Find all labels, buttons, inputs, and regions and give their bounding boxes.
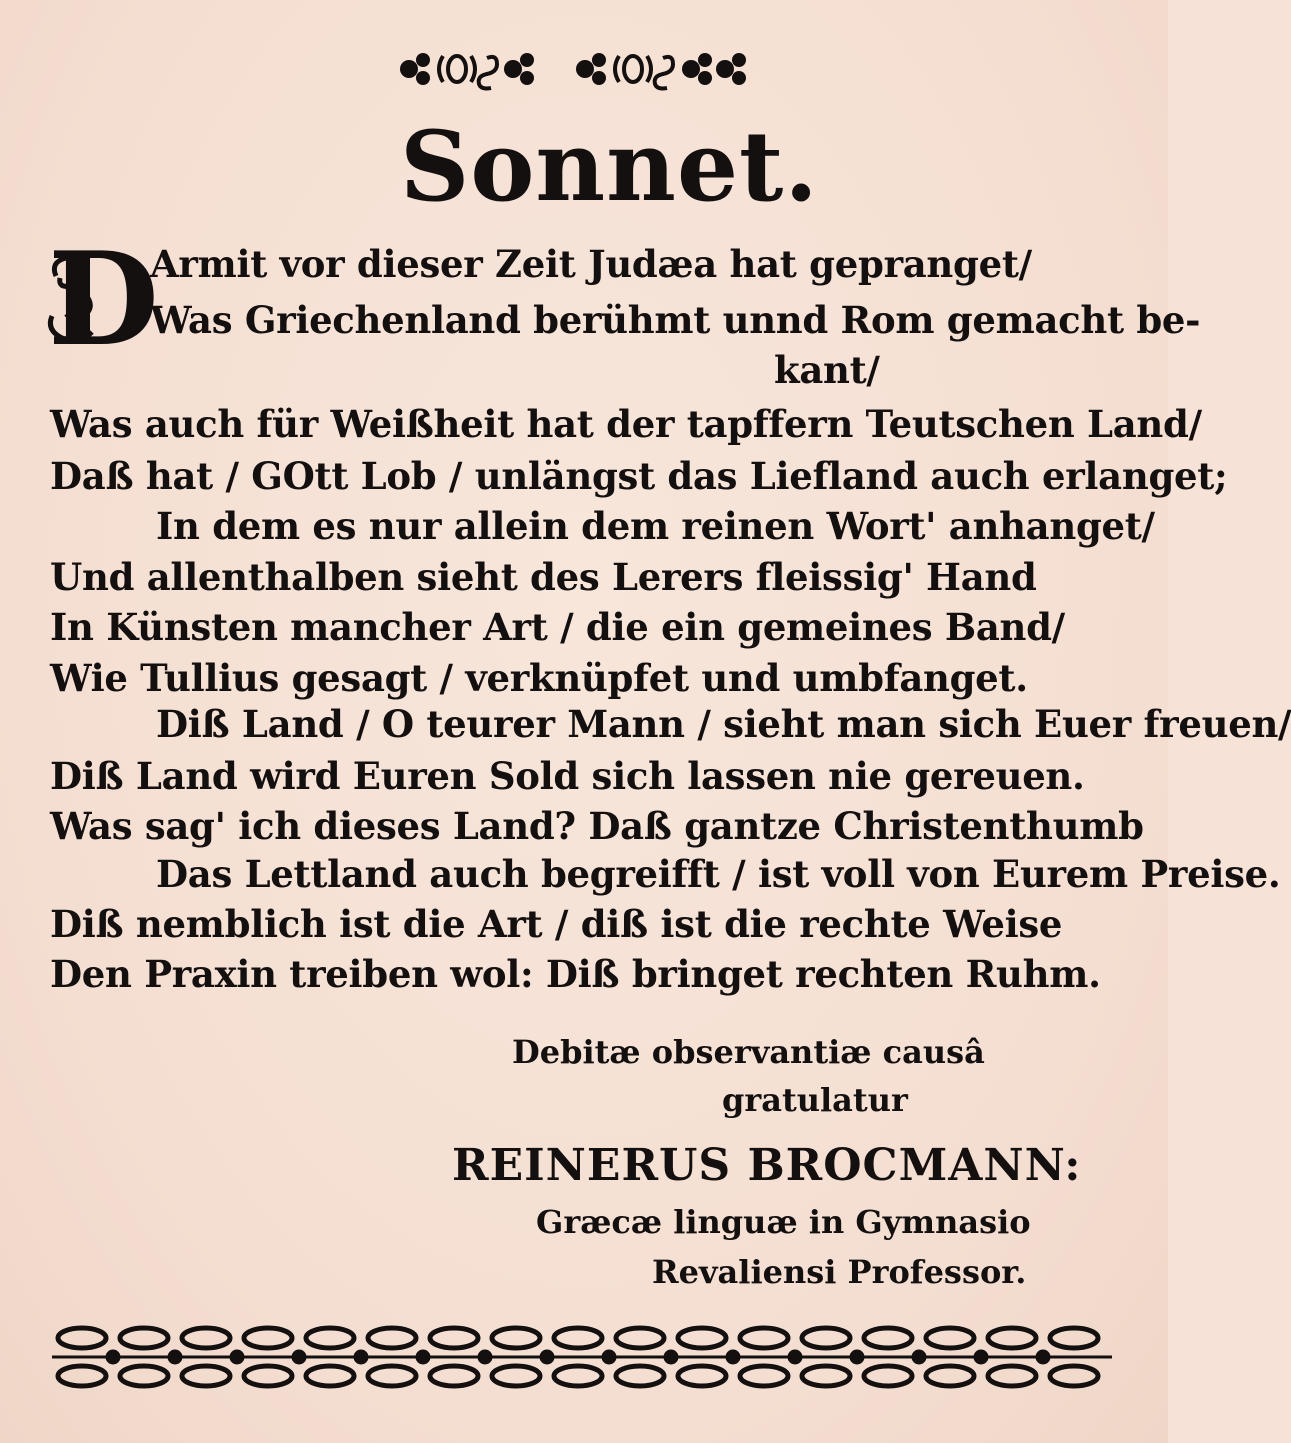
ornament-leaf [400,60,418,78]
border-ring [864,1366,912,1386]
border-ring [120,1366,168,1386]
border-ring [58,1328,106,1348]
signature-gratulatur: gratulatur [722,1081,908,1119]
drop-cap: D [48,225,159,375]
ornament-leaf [592,53,606,67]
border-ring [492,1366,540,1386]
border-ring [864,1328,912,1348]
ornament-scroll [439,56,443,82]
poem-line: Diß Land wird Euren Sold sich lassen nie gereuen. [50,754,1085,798]
border-ring [430,1366,478,1386]
poem-line: Den Praxin treiben wol: Diß bringet rechten Ruhm. [50,952,1101,996]
ornament-leaf [504,60,522,78]
border-ring [244,1328,292,1348]
signature-dedication: Debitæ observantiæ causâ [512,1033,985,1071]
border-ring [58,1366,106,1386]
border-ring [926,1328,974,1348]
border-ring [802,1366,850,1386]
border-ring [368,1328,416,1348]
ornament-ring [448,56,466,82]
bottom-border-ornament [52,1318,1112,1398]
document-title: Sonnet. [400,110,819,223]
border-ring [802,1328,850,1348]
border-ring [306,1366,354,1386]
ornament-leaf [520,71,534,85]
ornament-s [479,57,497,89]
border-ring [988,1366,1036,1386]
ornament-leaf [416,71,430,85]
border-ring [120,1328,168,1348]
top-ornament [395,46,760,92]
ornament-leaf [576,60,594,78]
signature-position: Græcæ linguæ in Gymnasio [536,1203,1031,1241]
poem-line: Daß hat / GOtt Lob / unlängst das Liefland auch erlanget; [50,454,1228,498]
ornament-s [655,57,673,89]
ornament-leaf [732,71,746,85]
poem-line: Und allenthalben sieht des Lerers fleissig' Hand [50,555,1037,599]
border-ring [554,1328,602,1348]
ornament-leaf [682,60,700,78]
border-ring [244,1366,292,1386]
border-ring [554,1366,602,1386]
poem-line: Armit vor dieser Zeit Judæa hat gepranget/ [150,242,1032,286]
border-ring [430,1328,478,1348]
signature-institution: Revaliensi Professor. [652,1253,1027,1291]
ornament-scroll [647,56,651,82]
ornament-leaf [698,71,712,85]
ornament-leaf [716,60,734,78]
border-ring [616,1328,664,1348]
poem-line: Was sag' ich dieses Land? Daß gantze Christenthumb [50,804,1144,848]
poem-line: Diß nemblich ist die Art / diß ist die rechte Weise [50,902,1063,946]
border-ring [1050,1328,1098,1348]
ornament-leaf [520,53,534,67]
border-ring [492,1328,540,1348]
ornament-scroll [471,56,475,82]
poem-line: Diß Land / O teurer Mann / sieht man sich Euer freuen/ [156,702,1291,746]
border-ring [1050,1366,1098,1386]
ornament-ring [624,56,642,82]
poem-line: Wie Tullius gesagt / verknüpfet und umbfanget. [50,656,1028,700]
poem-line: kant/ [774,348,880,392]
border-ring [740,1366,788,1386]
border-ring [182,1328,230,1348]
signature-author-name: REINERUS BROCMANN: [452,1140,1082,1191]
border-ring [182,1366,230,1386]
border-ring [678,1328,726,1348]
poem-line: In dem es nur allein dem reinen Wort' anhanget/ [156,504,1155,548]
ornament-leaf [732,53,746,67]
border-ring [926,1366,974,1386]
ornament-leaf [698,53,712,67]
border-ring [740,1328,788,1348]
poem-line: Was Griechenland berühmt unnd Rom gemacht be- [150,298,1201,342]
border-ring [616,1366,664,1386]
ornament-leaf [592,71,606,85]
poem-line: Was auch für Weißheit hat der tapffern Teutschen Land/ [50,402,1202,446]
ornament-leaf [416,53,430,67]
border-ring [306,1328,354,1348]
border-ring [368,1366,416,1386]
border-ring [988,1328,1036,1348]
poem-line: Das Lettland auch begreifft / ist voll von Eurem Preise. [156,852,1281,896]
border-ring [678,1366,726,1386]
ornament-scroll [615,56,619,82]
poem-line: In Künsten mancher Art / die ein gemeines Band/ [50,605,1065,649]
